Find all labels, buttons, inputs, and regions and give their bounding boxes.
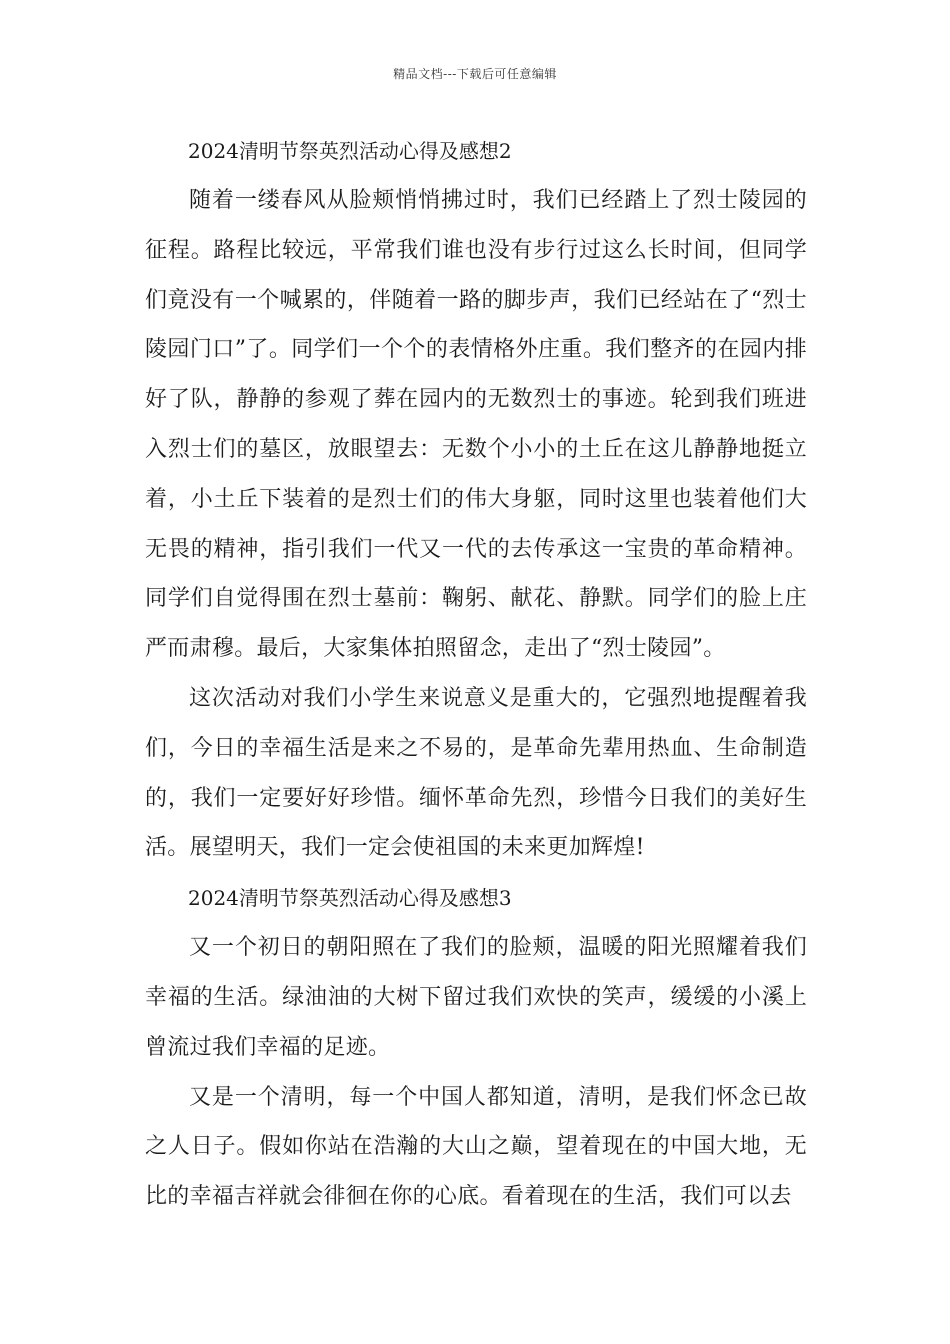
paragraph-4: 又是一个清明，每一个中国人都知道，清明，是我们怀念已故之人日子。假如你站在浩瀚的大山之巅，望着现在的中国大地，无比的幸福吉祥就会徘徊在你的心底。看着现在的生活，我们可以去 — [145, 1084, 807, 1210]
document-body — [145, 126, 807, 1222]
paragraph-2: 这次活动对我们小学生来说意义是重大的，它强烈地提醒着我们，今日的幸福生活是来之不易的，是革命先辈用热血、生命制造的，我们一定要好好珍惜。缅怀革命先烈，珍惜今日我们的美好生活。展望明天，我们一定会使祖国的未来更加辉煌! — [145, 685, 807, 861]
page-header: 精品文档---下载后可任意编辑 — [393, 67, 557, 81]
paragraph-1: 随着一缕春风从脸颊悄悄拂过时，我们已经踏上了烈士陵园的征程。路程比较远，平常我们谁也没有步行过这么长时间，但同学们竟没有一个喊累的，伴随着一路的脚步声，我们已经站在了“烈士陵园门口”了。同学们一个个的表情格外庄重。我们整齐的在园内排好了队，静静的参观了葬在园内的无数烈士的事迹。轮到我们班进入烈士们的墓区，放眼望去：无数个小小的土丘在这儿静静地挺立着，小土丘下装着的是烈士们的伟大身躯，同时这里也装着他们大无畏的精神，指引我们一代又一代的去传承这一宝贵的革命精神。同学们自觉得围在烈士墓前：鞠躬、献花、静默。同学们的脸上庄严而肃穆。最后，大家集体拍照留念，走出了“烈士陵园”。 — [145, 188, 807, 662]
section-heading-3: 2024清明节祭英烈活动心得及感想3 — [188, 886, 512, 911]
paragraph-3: 又一个初日的朝阳照在了我们的脸颊，温暖的阳光照耀着我们幸福的生活。绿油油的大树下留过我们欢快的笑声，缓缓的小溪上曾流过我们幸福的足迹。 — [145, 935, 807, 1060]
section-heading-2: 2024清明节祭英烈活动心得及感想2 — [188, 139, 512, 163]
